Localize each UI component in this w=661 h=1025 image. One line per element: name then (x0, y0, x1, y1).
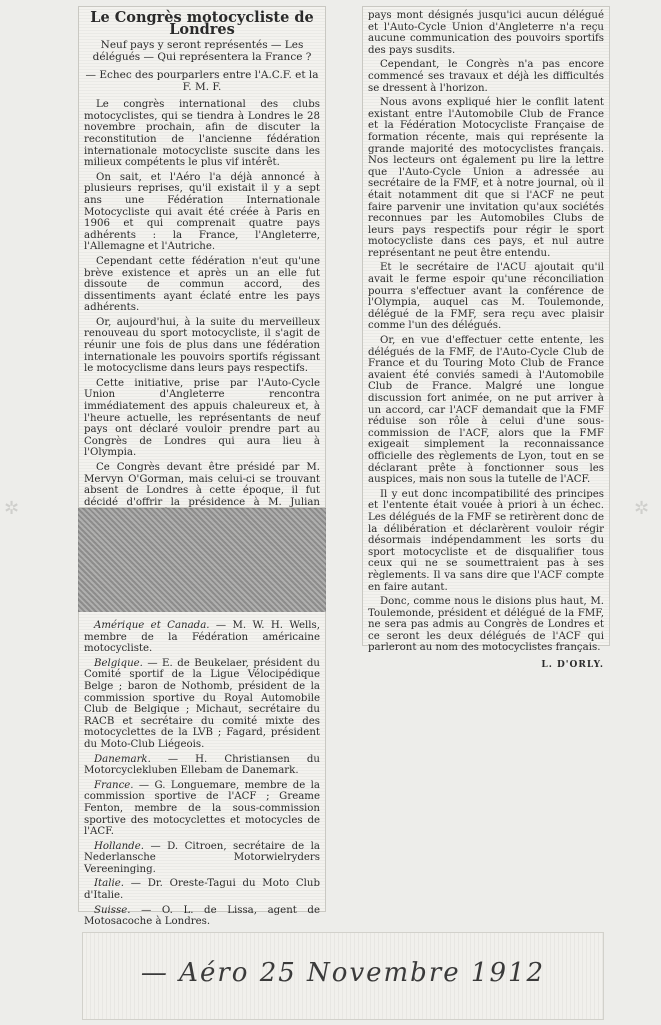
delegates-list (84, 620, 320, 931)
delegate-country: Italie. (94, 878, 124, 890)
delegate-country: Hollande. (94, 840, 144, 852)
delegate-entry (84, 878, 320, 901)
delegate-text: — D. Citroen, secrétaire de la Nederlansche Motorwielryders Vereeninging. (84, 840, 320, 875)
right-column (368, 10, 604, 672)
delegate-text: — E. de Beukelaer, président du Comité sportif de la Ligue Vélocipédique Belge ; baron de Nothomb, président de la commission sportive du Royal Automobile Club de Belgique ; Michaut, secrétaire du RACB et secrétaire du comité mixte des motocyclettes de la LVB ; Fagard, président du Moto-Club Liégeois. (84, 657, 320, 750)
article-subhead-2: — Echec des pourparlers entre l'A.C.F. et la F. M. F. (85, 69, 319, 94)
handwritten-caption: — Aéro 25 Novembre 1912 (140, 958, 546, 988)
delegate-entry (84, 658, 320, 751)
delegate-text: — H. Christiansen du Motorcyclekluben Ellebam de Danemark. (84, 753, 320, 777)
delegate-text: — Dr. Oreste-Tagui du Moto Club d'Italie. (84, 878, 320, 902)
paragraph: pays mont désignés jusqu'ici aucun délégué et l'Auto-Cycle Union d'Angleterre n'a reçu aucune communication des pouvoirs sportifs des pays susdits. (368, 10, 604, 56)
paragraph: Or, aujourd'hui, à la suite du merveilleux renouveau du sport motocycliste, il s'agit de réunir une fois de plus dans une fédération internationale les pouvoirs sportifs régissant le motocyclisme dans leurs pays respectifs. (84, 316, 320, 375)
paragraph: Il y eut donc incompatibilité des principes et l'entente était vouée à priori à un échec. Les délégués de la FMF se retirèrent donc de la délibération et déclarèrent vouloir régir désormais indépendamment les sorts du sport motocycliste et de disqualifier tous ceux qui ne se soumettraient pas à ses règlements. Il va sans dire que l'ACF compte en faire autant. (368, 488, 604, 593)
paragraph: Nous avons expliqué hier le conflit latent existant entre l'Automobile Club de France et la Fédération Motocycliste Française de formation récente, mais qui représente la grande majorité des motocyclistes français. Nos lecteurs ont également pu lire la lettre que l'Auto-Cycle Union a adressée au secrétaire de la FMF, et à notre journal, où il était notamment dit que si l'ACF ne peut faire parvenir une invitation qu'aux sociétés reconnues par les Automobiles Clubs de leurs pays respectifs pour régir le sport motocycliste dans ces pays, et nul autre représentant ne peut être entendu. (368, 97, 604, 259)
delegate-country: Danemark. (94, 753, 151, 765)
delegate-text: — G. Longuemare, membre de la commission sportive de l'ACF ; Greame Fenton, membre de la sous-commission sportive des motocyclettes et motocycles de l'ACF. (84, 779, 320, 838)
delegate-country: Amérique et Canada. (94, 620, 210, 631)
paragraph: Cependant, le Congrès n'a pas encore commencé ses travaux et déjà les difficultés se dressent à l'horizon. (368, 59, 604, 94)
delegate-entry (84, 841, 320, 876)
article-subhead-1: Neuf pays y seront représentés — Les délégués — Qui représentera la France ? (92, 39, 312, 64)
delegate-entry (84, 780, 320, 838)
paragraph: Donc, comme nous le disions plus haut, M. Toulemonde, président et délégué de la FMF, ne sera pas admis au Congrès de Londres et ce seront les deux délégués de l'ACF qui parleront au nom des motocyclistes français. (368, 596, 604, 654)
article-clipping-right (362, 6, 610, 671)
paragraph: Et le secrétaire de l'ACU ajoutait qu'il avait le ferme espoir qu'une réconciliation pourra s'effectuer avant la conférence de l'Olympia, auquel cas M. Toulemonde, délégué de la FMF, sera reçu avec plaisir comme l'un des délégués. (368, 262, 604, 332)
article-clipping-left-top (78, 6, 326, 508)
paragraph: Cependant cette fédération n'eut qu'une brève existence et après un an elle fut dissoute de commun accord, des dissentiments ayant éclaté entre les pays adhérents. (84, 255, 320, 314)
delegate-text: — M. W. H. Wells, membre de la Fédération américaine motocycliste. (84, 620, 320, 655)
author-signature: L. D'ORLY. (541, 660, 604, 671)
delegate-country: France. (94, 779, 134, 791)
paragraph: On sait, et l'Aéro l'a déjà annoncé à plusieurs reprises, qu'il existait il y a sept ans une Fédération Internationale Motocycliste qui avait été créée à Paris en 1906 et qui comprenait quatre pays adhérents : la France, l'Angleterre, l'Allemagne et l'Autriche. (84, 171, 320, 253)
delegate-entry (84, 620, 320, 655)
delegate-entry (84, 754, 320, 777)
left-column-top (84, 10, 320, 535)
handwritten-caption-box (82, 932, 604, 1020)
paragraph: Ce Congrès devant être présidé par M. Mervyn O'Gorman, mais celui-ci se trouvant absent de Londres à cette époque, il fut décidé d'offrir la présidence à M. Julian (84, 462, 320, 508)
delegate-text: — O. L. de Lissa, agent de Motosacoche à Londres. (84, 904, 320, 928)
paragraph: Le congrès international des clubs motocyclistes, qui se tiendra à Londres le 28 novembre prochain, afin de discuter la reconstitution de l'ancienne fédération internationale motocycliste suscite dans les milieux compétents le plus vif intérêt. (84, 99, 320, 169)
paragraph: Cette initiative, prise par l'Auto-Cycle Union d'Angleterre rencontra immédiatement des appuis chaleureux et, à l'heure actuelle, les représentants de neuf pays ont déclaré vouloir prendre part au Congrès de Londres qui aura lieu à l'Olympia. (84, 377, 320, 459)
delegate-country: Suisse. (94, 904, 131, 916)
delegate-entry (84, 905, 320, 928)
article-clipping-left-bottom (78, 508, 326, 928)
watermark-mark-right: ✲ (634, 498, 650, 519)
paragraph: Or, en vue d'effectuer cette entente, les délégués de la FMF, de l'Auto-Cycle Club de France et du Touring Moto Club de France avaient été conviés samedi à l'Automobile Club de France. Malgré une longue discussion fort animée, on ne put arriver à un accord, car l'ACF demandait que la FMF réduise son rôle à celui d'une sous-commission de l'ACF, alors que la FMF exigeait simplement la reconnaissance officielle des règlements de Lyon, tout en se déclarant prête à fonctionner sous les auspices, mais non sous la tutelle de l'ACF. (368, 335, 604, 486)
watermark-mark-left: ✲ (4, 498, 20, 519)
delegate-country: Belgique. (94, 657, 143, 669)
article-headline: Le Congrès motocycliste de Londres (90, 9, 314, 38)
darkened-scan-area (78, 508, 326, 612)
